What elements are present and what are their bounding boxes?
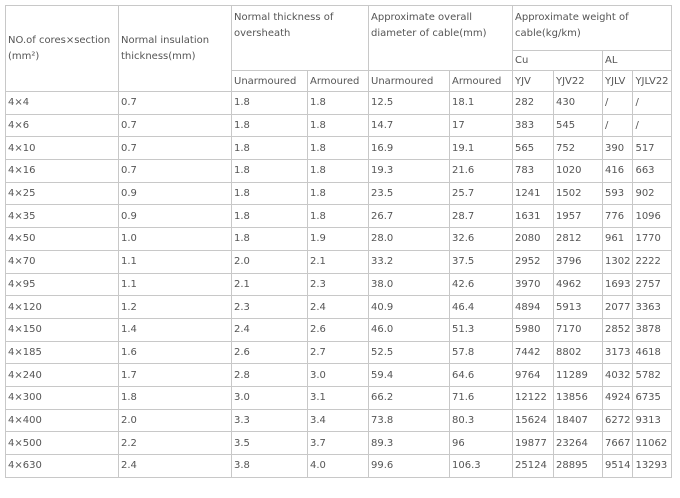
cell-oversheath-armoured: 1.8 <box>308 160 369 183</box>
cell-weight-yjv: 19877 <box>513 432 554 455</box>
cell-weight-yjv22: 1020 <box>554 160 603 183</box>
cell-oversheath-unarmoured: 1.8 <box>232 182 308 205</box>
header-cu: Cu <box>513 51 603 71</box>
cell-oversheath-unarmoured: 2.6 <box>232 341 308 364</box>
cell-weight-yjv22: 23264 <box>554 432 603 455</box>
cell-insulation-thickness: 1.0 <box>119 228 232 251</box>
cell-weight-yjv22: 5913 <box>554 296 603 319</box>
cell-weight-yjv22: 4962 <box>554 273 603 296</box>
cell-diameter-unarmoured: 46.0 <box>369 318 450 341</box>
cell-oversheath-unarmoured: 1.8 <box>232 92 308 115</box>
cell-diameter-unarmoured: 16.9 <box>369 137 450 160</box>
cell-insulation-thickness: 1.1 <box>119 273 232 296</box>
cell-oversheath-armoured: 1.8 <box>308 137 369 160</box>
cell-diameter-unarmoured: 14.7 <box>369 114 450 137</box>
cell-cores-section: 4×4 <box>6 92 119 115</box>
cell-weight-yjlv: / <box>603 114 633 137</box>
cell-weight-yjlv22: / <box>633 114 671 137</box>
cell-oversheath-armoured: 1.8 <box>308 182 369 205</box>
cell-diameter-armoured: 64.6 <box>450 364 513 387</box>
cell-diameter-armoured: 28.7 <box>450 205 513 228</box>
cell-weight-yjlv22: 5782 <box>633 364 671 387</box>
header-oversheath-thickness: Normal thickness of oversheath <box>232 6 369 71</box>
cell-diameter-armoured: 21.6 <box>450 160 513 183</box>
table-row <box>6 386 672 409</box>
table-row <box>6 432 672 455</box>
cell-cores-section: 4×95 <box>6 273 119 296</box>
cell-weight-yjv: 12122 <box>513 386 554 409</box>
cell-weight-yjlv22: 2222 <box>633 250 671 273</box>
cell-cores-section: 4×300 <box>6 386 119 409</box>
cell-weight-yjlv: 961 <box>603 228 633 251</box>
cell-diameter-armoured: 46.4 <box>450 296 513 319</box>
cell-diameter-unarmoured: 19.3 <box>369 160 450 183</box>
cell-oversheath-armoured: 2.3 <box>308 273 369 296</box>
cell-weight-yjv: 383 <box>513 114 554 137</box>
cell-weight-yjlv22: 663 <box>633 160 671 183</box>
header-row <box>6 6 672 51</box>
table-row <box>6 364 672 387</box>
cell-diameter-unarmoured: 99.6 <box>369 455 450 478</box>
cell-oversheath-armoured: 2.7 <box>308 341 369 364</box>
cell-oversheath-unarmoured: 2.1 <box>232 273 308 296</box>
cell-weight-yjv22: 3796 <box>554 250 603 273</box>
cell-insulation-thickness: 1.2 <box>119 296 232 319</box>
cell-diameter-armoured: 80.3 <box>450 409 513 432</box>
header-diameter-unarmoured: Unarmoured <box>369 71 450 92</box>
cell-oversheath-armoured: 3.7 <box>308 432 369 455</box>
cell-insulation-thickness: 0.7 <box>119 137 232 160</box>
cell-cores-section: 4×400 <box>6 409 119 432</box>
cell-cores-section: 4×150 <box>6 318 119 341</box>
cell-insulation-thickness: 2.4 <box>119 455 232 478</box>
cell-weight-yjlv22: / <box>633 92 671 115</box>
cell-insulation-thickness: 0.7 <box>119 114 232 137</box>
cell-weight-yjlv22: 11062 <box>633 432 671 455</box>
cell-diameter-armoured: 96 <box>450 432 513 455</box>
cell-weight-yjv22: 1502 <box>554 182 603 205</box>
cell-weight-yjv: 9764 <box>513 364 554 387</box>
cell-weight-yjv: 2952 <box>513 250 554 273</box>
cell-cores-section: 4×6 <box>6 114 119 137</box>
cell-oversheath-armoured: 4.0 <box>308 455 369 478</box>
table-row <box>6 92 672 115</box>
cell-insulation-thickness: 1.8 <box>119 386 232 409</box>
cell-weight-yjv22: 1957 <box>554 205 603 228</box>
cell-weight-yjv: 7442 <box>513 341 554 364</box>
table-row <box>6 114 672 137</box>
cell-weight-yjlv22: 902 <box>633 182 671 205</box>
cell-cores-section: 4×35 <box>6 205 119 228</box>
cell-weight-yjv22: 28895 <box>554 455 603 478</box>
header-oversheath-armoured: Armoured <box>308 71 369 92</box>
cell-oversheath-unarmoured: 3.5 <box>232 432 308 455</box>
cell-diameter-armoured: 25.7 <box>450 182 513 205</box>
cell-oversheath-armoured: 1.8 <box>308 205 369 228</box>
cell-insulation-thickness: 1.7 <box>119 364 232 387</box>
cell-insulation-thickness: 1.4 <box>119 318 232 341</box>
header-yjv: YJV <box>513 71 554 92</box>
header-approximate-weight: Approximate weight of cable(kg/km) <box>513 6 672 51</box>
cell-diameter-armoured: 19.1 <box>450 137 513 160</box>
table-row <box>6 182 672 205</box>
cell-weight-yjlv: 7667 <box>603 432 633 455</box>
table-row <box>6 296 672 319</box>
cell-weight-yjlv22: 3363 <box>633 296 671 319</box>
cell-weight-yjv: 1241 <box>513 182 554 205</box>
cell-diameter-unarmoured: 66.2 <box>369 386 450 409</box>
cell-cores-section: 4×10 <box>6 137 119 160</box>
cell-diameter-unarmoured: 28.0 <box>369 228 450 251</box>
cell-weight-yjlv: 9514 <box>603 455 633 478</box>
cell-oversheath-unarmoured: 2.4 <box>232 318 308 341</box>
cell-oversheath-armoured: 2.1 <box>308 250 369 273</box>
cell-oversheath-armoured: 1.8 <box>308 114 369 137</box>
cell-weight-yjlv: / <box>603 92 633 115</box>
table-row <box>6 409 672 432</box>
cell-insulation-thickness: 0.7 <box>119 160 232 183</box>
cable-spec-table-container <box>5 5 672 478</box>
header-diameter-armoured: Armoured <box>450 71 513 92</box>
cell-diameter-armoured: 32.6 <box>450 228 513 251</box>
cell-weight-yjlv: 4032 <box>603 364 633 387</box>
header-yjv22: YJV22 <box>554 71 603 92</box>
cell-oversheath-unarmoured: 1.8 <box>232 160 308 183</box>
table-row <box>6 160 672 183</box>
cell-insulation-thickness: 2.0 <box>119 409 232 432</box>
cell-oversheath-armoured: 1.8 <box>308 92 369 115</box>
cell-cores-section: 4×50 <box>6 228 119 251</box>
cable-spec-table <box>5 5 672 478</box>
header-cores-section: NO.of cores×section (mm²) <box>6 6 119 92</box>
cell-diameter-armoured: 17 <box>450 114 513 137</box>
cell-oversheath-unarmoured: 2.0 <box>232 250 308 273</box>
cell-weight-yjv: 1631 <box>513 205 554 228</box>
cell-weight-yjv22: 18407 <box>554 409 603 432</box>
cell-oversheath-armoured: 3.4 <box>308 409 369 432</box>
table-row <box>6 137 672 160</box>
cell-weight-yjlv: 1302 <box>603 250 633 273</box>
cell-weight-yjlv: 6272 <box>603 409 633 432</box>
cell-diameter-armoured: 18.1 <box>450 92 513 115</box>
cell-weight-yjlv22: 9313 <box>633 409 671 432</box>
cell-oversheath-unarmoured: 1.8 <box>232 205 308 228</box>
cell-weight-yjlv22: 6735 <box>633 386 671 409</box>
cell-diameter-unarmoured: 33.2 <box>369 250 450 273</box>
cell-oversheath-unarmoured: 3.8 <box>232 455 308 478</box>
cell-diameter-unarmoured: 52.5 <box>369 341 450 364</box>
cell-weight-yjlv22: 1096 <box>633 205 671 228</box>
cell-cores-section: 4×25 <box>6 182 119 205</box>
cell-oversheath-armoured: 2.6 <box>308 318 369 341</box>
cell-weight-yjv: 15624 <box>513 409 554 432</box>
table-row <box>6 205 672 228</box>
header-insulation-thickness: Normal insulation thickness(mm) <box>119 6 232 92</box>
cell-diameter-unarmoured: 38.0 <box>369 273 450 296</box>
cell-weight-yjlv: 1693 <box>603 273 633 296</box>
cell-oversheath-unarmoured: 2.8 <box>232 364 308 387</box>
cell-diameter-unarmoured: 12.5 <box>369 92 450 115</box>
cell-weight-yjlv: 4924 <box>603 386 633 409</box>
cell-diameter-armoured: 37.5 <box>450 250 513 273</box>
cell-weight-yjv: 565 <box>513 137 554 160</box>
cell-insulation-thickness: 0.9 <box>119 182 232 205</box>
table-row <box>6 341 672 364</box>
header-al: AL <box>603 51 672 71</box>
cell-oversheath-unarmoured: 1.8 <box>232 114 308 137</box>
cell-weight-yjlv: 2852 <box>603 318 633 341</box>
cell-oversheath-armoured: 3.1 <box>308 386 369 409</box>
cell-weight-yjlv22: 3878 <box>633 318 671 341</box>
cell-oversheath-armoured: 3.0 <box>308 364 369 387</box>
cell-diameter-armoured: 42.6 <box>450 273 513 296</box>
cell-weight-yjv: 282 <box>513 92 554 115</box>
cell-weight-yjlv: 3173 <box>603 341 633 364</box>
cell-cores-section: 4×240 <box>6 364 119 387</box>
cell-diameter-armoured: 106.3 <box>450 455 513 478</box>
cell-cores-section: 4×500 <box>6 432 119 455</box>
cell-diameter-armoured: 57.8 <box>450 341 513 364</box>
cell-insulation-thickness: 0.9 <box>119 205 232 228</box>
cell-weight-yjlv: 776 <box>603 205 633 228</box>
cell-cores-section: 4×185 <box>6 341 119 364</box>
cell-weight-yjlv22: 1770 <box>633 228 671 251</box>
cell-weight-yjv22: 7170 <box>554 318 603 341</box>
cell-oversheath-armoured: 1.9 <box>308 228 369 251</box>
cell-oversheath-unarmoured: 1.8 <box>232 137 308 160</box>
cell-cores-section: 4×70 <box>6 250 119 273</box>
cell-diameter-unarmoured: 89.3 <box>369 432 450 455</box>
cell-diameter-armoured: 51.3 <box>450 318 513 341</box>
table-row <box>6 250 672 273</box>
cell-weight-yjv: 25124 <box>513 455 554 478</box>
table-row <box>6 228 672 251</box>
cell-diameter-unarmoured: 59.4 <box>369 364 450 387</box>
cell-weight-yjlv22: 517 <box>633 137 671 160</box>
cell-cores-section: 4×630 <box>6 455 119 478</box>
cell-cores-section: 4×16 <box>6 160 119 183</box>
cell-weight-yjv22: 545 <box>554 114 603 137</box>
table-row <box>6 455 672 478</box>
cell-weight-yjv: 2080 <box>513 228 554 251</box>
cell-diameter-unarmoured: 26.7 <box>369 205 450 228</box>
cell-weight-yjv22: 2812 <box>554 228 603 251</box>
cell-weight-yjv22: 8802 <box>554 341 603 364</box>
cell-diameter-unarmoured: 40.9 <box>369 296 450 319</box>
cell-oversheath-unarmoured: 1.8 <box>232 228 308 251</box>
header-yjlv: YJLV <box>603 71 633 92</box>
cell-cores-section: 4×120 <box>6 296 119 319</box>
cell-insulation-thickness: 1.6 <box>119 341 232 364</box>
cell-weight-yjv: 3970 <box>513 273 554 296</box>
table-row <box>6 273 672 296</box>
cell-weight-yjlv: 390 <box>603 137 633 160</box>
cell-weight-yjlv22: 13293 <box>633 455 671 478</box>
cell-weight-yjv22: 11289 <box>554 364 603 387</box>
cell-oversheath-armoured: 2.4 <box>308 296 369 319</box>
cell-weight-yjv22: 430 <box>554 92 603 115</box>
cell-weight-yjv: 5980 <box>513 318 554 341</box>
cell-insulation-thickness: 1.1 <box>119 250 232 273</box>
cell-weight-yjv22: 752 <box>554 137 603 160</box>
cell-weight-yjv: 4894 <box>513 296 554 319</box>
cell-weight-yjlv22: 4618 <box>633 341 671 364</box>
cell-weight-yjv22: 13856 <box>554 386 603 409</box>
header-overall-diameter: Approximate overall diameter of cable(mm) <box>369 6 513 71</box>
header-oversheath-unarmoured: Unarmoured <box>232 71 308 92</box>
cell-weight-yjlv: 416 <box>603 160 633 183</box>
cell-insulation-thickness: 2.2 <box>119 432 232 455</box>
cell-weight-yjlv22: 2757 <box>633 273 671 296</box>
cell-weight-yjv: 783 <box>513 160 554 183</box>
cell-insulation-thickness: 0.7 <box>119 92 232 115</box>
cell-weight-yjlv: 2077 <box>603 296 633 319</box>
header-yjlv22: YJLV22 <box>633 71 671 92</box>
table-row <box>6 318 672 341</box>
cell-oversheath-unarmoured: 3.0 <box>232 386 308 409</box>
cell-weight-yjlv: 593 <box>603 182 633 205</box>
cell-diameter-armoured: 71.6 <box>450 386 513 409</box>
cell-oversheath-unarmoured: 2.3 <box>232 296 308 319</box>
cell-diameter-unarmoured: 73.8 <box>369 409 450 432</box>
cell-oversheath-unarmoured: 3.3 <box>232 409 308 432</box>
cell-diameter-unarmoured: 23.5 <box>369 182 450 205</box>
